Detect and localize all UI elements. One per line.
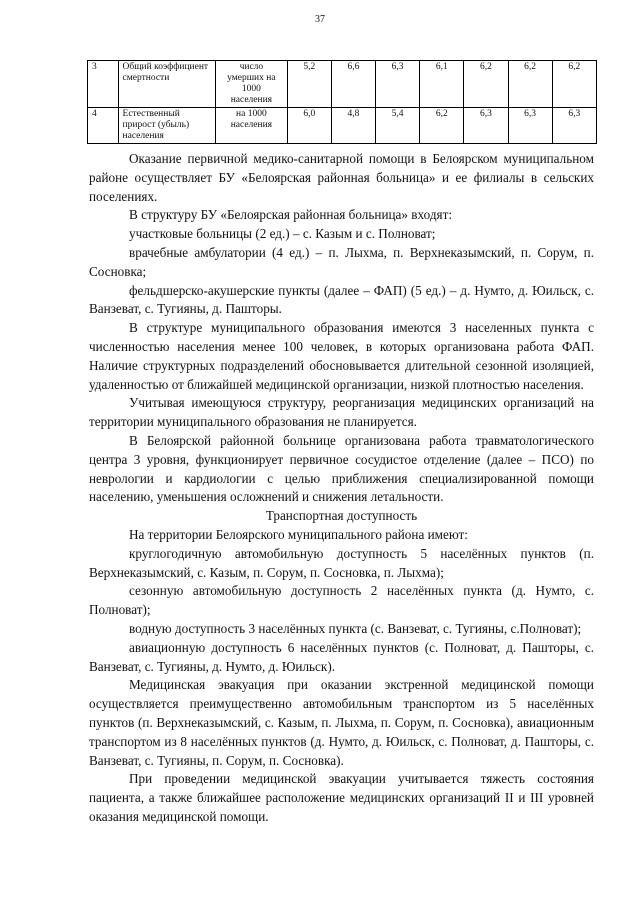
table-row <box>88 108 597 144</box>
value-cell: 6,0 <box>287 108 331 144</box>
unit-cell: на 1000 населения <box>216 108 288 144</box>
paragraph: На территории Белоярского муниципального района имеют: <box>129 526 468 542</box>
value-cell: 6,2 <box>508 61 552 108</box>
value-cell: 6,1 <box>420 61 464 108</box>
paragraph: В структуру БУ «Белоярская районная больница» входят: <box>129 207 453 223</box>
value-cell: 5,2 <box>287 61 331 108</box>
value-cell: 6,3 <box>464 108 508 144</box>
paragraph: Учитывая имеющуюся структуру, реорганизация медицинских организаций на территории муниципального образования не планируется. <box>89 395 594 430</box>
paragraph: фельдшерско-акушерские пункты (далее – ФАП) (5 ед.) – д. Нумто, д. Юильск, с. Ванзеват, с. Тугияны, д. Пашторы. <box>89 282 594 317</box>
paragraph: В Белоярской районной больнице организована работа травматологического центра 3 уровня, функционирует первичное сосудистое отделение (далее – ПСО) по неврологии и кардиологии с целью приближения специализированной помощи населению, уменьшения осложнений и снижения летальности. <box>89 432 594 505</box>
paragraph: Оказание первичной медико-санитарной помощи в Белоярском муниципальном районе осуществляет БУ «Белоярская районная больница» и ее филиалы в сельских поселениях. <box>89 151 594 204</box>
paragraph: При проведении медицинской эвакуации учитывается тяжесть состояния пациента, а также ближайшее расположение медицинских организаций II и III уровней оказания медицинской помощи. <box>89 771 594 824</box>
paragraph: Медицинская эвакуация при оказании экстренной медицинской помощи осуществляется преимущественно автомобильным транспортом из 5 населённых пунктов (п. Верхнеказымский, с. Казым, п. Лыхма, п. Сорум, п. Сосновка), авиационным транспортом из 8 населённых пунктов (д. Нумто, д. Юильск, с. Полноват, д. Пашторы, с. Ванзеват, с. Тугияны, п. Сорум, п. Сосновка). <box>89 677 594 768</box>
value-cell: 6,3 <box>552 108 596 144</box>
value-cell: 6,3 <box>508 108 552 144</box>
paragraph: авиационную доступность 6 населённых пунктов (с. Полноват, д. Пашторы, с. Ванзеват, с. Тугияны, д. Нумто, д. Юильск). <box>89 639 594 674</box>
value-cell: 6,2 <box>420 108 464 144</box>
page-number: 37 <box>315 14 325 25</box>
row-number: 4 <box>88 108 119 144</box>
paragraph: врачебные амбулатории (4 ед.) – п. Лыхма, п. Верхнеказымский, п. Сорум, п. Сосновка; <box>89 244 594 279</box>
paragraph: круглогодичную автомобильную доступность 5 населённых пунктов (п. Верхнеказымский, с. Казым, п. Сорум, п. Сосновка, п. Лыхма); <box>89 545 594 580</box>
paragraph: сезонную автомобильную доступность 2 населённых пункта (д. Нумто, с. Полноват); <box>89 583 594 618</box>
document-body <box>89 150 594 827</box>
value-cell: 5,4 <box>376 108 420 144</box>
value-cell: 6,2 <box>464 61 508 108</box>
table-row <box>88 61 597 108</box>
value-cell: 4,8 <box>331 108 375 144</box>
paragraph: водную доступность 3 населённых пункта (с. Ванзеват, с. Тугияны, с.Полноват); <box>129 620 582 636</box>
row-number: 3 <box>88 61 119 108</box>
value-cell: 6,2 <box>552 61 596 108</box>
paragraph: В структуре муниципального образования имеются 3 населенных пункта с численностью населения менее 100 человек, в которых организована работа ФАП. Наличие структурных подразделений обосновывается длительной сезонной изоляцией, удаленностью от ближайшей медицинской организации, низкой плотностью населения. <box>89 320 594 392</box>
unit-cell: число умерших на 1000 населения <box>216 61 288 108</box>
indicator-name: Общий коэффициент смертности <box>118 61 216 108</box>
statistics-table <box>87 60 597 144</box>
indicator-name: Естественный прирост (убыль) населения <box>118 108 216 144</box>
paragraph: участковые больницы (2 ед.) – с. Казым и с. Полноват; <box>129 226 436 242</box>
value-cell: 6,6 <box>331 61 375 108</box>
section-heading: Транспортная доступность <box>265 508 418 524</box>
value-cell: 6,3 <box>376 61 420 108</box>
